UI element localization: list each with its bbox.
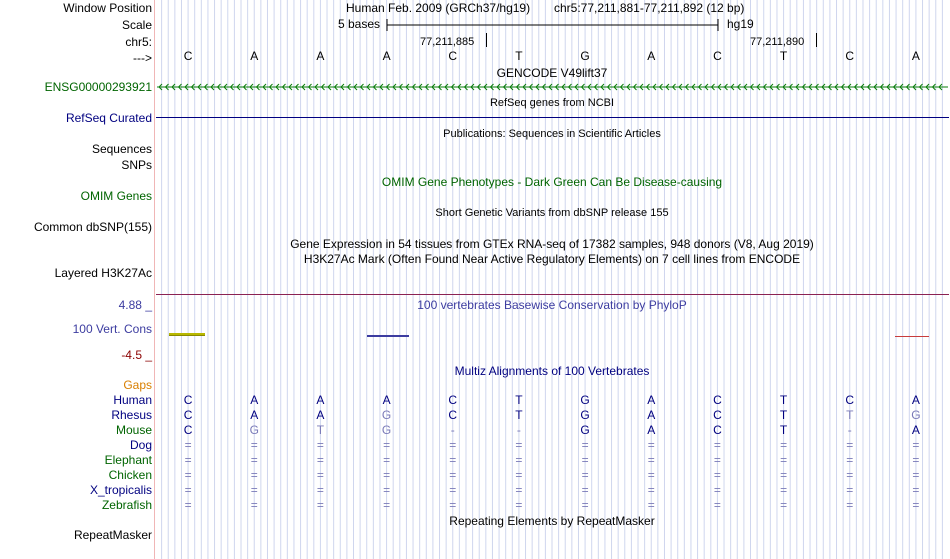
base-letter: G <box>580 49 590 63</box>
base-letter: C <box>845 49 855 63</box>
base-letter: A <box>250 49 259 63</box>
h3k27ac-title[interactable]: H3K27Ac Mark (Often Found Near Active Regulatory Elements) on 7 cell lines from ENCODE <box>303 252 801 266</box>
alignment-base: G <box>580 408 590 422</box>
alignment-base: = <box>581 453 589 467</box>
alignment-base: = <box>250 468 258 482</box>
alignment-base: = <box>316 483 324 497</box>
alignment-base: = <box>515 468 523 482</box>
alignment-base: = <box>912 468 920 482</box>
alignment-base: T <box>779 408 788 422</box>
publications-title[interactable]: Publications: Sequences in Scientific Articles <box>443 128 661 140</box>
alignment-base: G <box>911 408 921 422</box>
dbsnp-label[interactable]: Common dbSNP(155) <box>33 220 152 234</box>
species-label[interactable]: Zebrafish <box>101 498 152 512</box>
base-letter: T <box>515 49 523 63</box>
omim-title[interactable]: OMIM Gene Phenotypes - Dark Green Can Be Disease-causing <box>381 175 723 189</box>
alignment-base: A <box>911 393 920 407</box>
alignment-base: T <box>779 393 788 407</box>
repeatmasker-label[interactable]: RepeatMasker <box>73 528 152 542</box>
scale-label: Scale <box>121 18 152 32</box>
alignment-base: = <box>846 468 854 482</box>
coord-1: 77,211,885 <box>420 36 475 48</box>
alignment-base: = <box>581 438 589 452</box>
alignment-base: = <box>449 438 457 452</box>
alignment-base: = <box>515 438 523 452</box>
alignment-base: = <box>713 438 721 452</box>
alignment-base: = <box>780 453 788 467</box>
alignment-base: = <box>647 483 655 497</box>
alignment-base: = <box>780 498 788 512</box>
alignment-base: C <box>713 393 722 407</box>
base-letter: A <box>911 49 920 63</box>
alignment-base: = <box>581 483 589 497</box>
gencode-title[interactable]: GENCODE V49lift37 <box>496 66 608 80</box>
alignment-base: C <box>448 408 458 422</box>
alignment-base: A <box>316 408 325 422</box>
species-label[interactable]: Chicken <box>108 468 152 482</box>
alignment-base: = <box>647 498 655 512</box>
alignment-base: = <box>184 498 192 512</box>
base-letter: C <box>183 49 193 63</box>
alignment-base: G <box>580 423 590 437</box>
alignment-base: C <box>713 423 722 437</box>
species-label[interactable]: Elephant <box>104 453 152 467</box>
alignment-base: = <box>184 483 192 497</box>
alignment-base: = <box>184 468 192 482</box>
strand-arrow-label: ---> <box>133 51 152 65</box>
alignment-base: = <box>184 453 192 467</box>
alignment-base: = <box>647 453 655 467</box>
alignment-base: G <box>381 408 392 422</box>
alignment-base: = <box>912 438 920 452</box>
gaps-label[interactable]: Gaps <box>123 378 152 392</box>
alignment-base: T <box>515 393 523 407</box>
species-label[interactable]: Mouse <box>115 423 152 437</box>
assembly-name: Human Feb. 2009 (GRCh37/hg19) <box>346 1 531 15</box>
coord-2: 77,211,890 <box>750 36 805 48</box>
alignment-base: A <box>911 423 920 437</box>
refseq-label[interactable]: RefSeq Curated <box>65 111 152 125</box>
alignment-base: = <box>713 498 721 512</box>
alignment-base: = <box>383 498 391 512</box>
alignment-base: = <box>316 468 324 482</box>
window-position-label: Window Position <box>63 1 152 15</box>
alignment-base: = <box>713 468 721 482</box>
alignment-base: = <box>780 438 788 452</box>
alignment-base: = <box>383 483 391 497</box>
alignment-base: = <box>515 483 523 497</box>
alignment-base: = <box>912 498 920 512</box>
alignment-base: T <box>846 408 854 422</box>
alignment-base: A <box>316 393 325 407</box>
base-letter: A <box>316 49 325 63</box>
coord-2-tick <box>816 33 817 47</box>
species-label[interactable]: X_tropicalis <box>89 483 152 497</box>
alignment-base: = <box>846 438 854 452</box>
repeatmasker-title[interactable]: Repeating Elements by RepeatMasker <box>449 514 655 528</box>
alignment-base: = <box>647 468 655 482</box>
alignment-base: = <box>449 483 457 497</box>
multiz-title[interactable]: Multiz Alignments of 100 Vertebrates <box>454 364 650 378</box>
phylop-title[interactable]: 100 vertebrates Basewise Conservation by PhyloP <box>417 298 687 312</box>
alignment-base: = <box>250 438 258 452</box>
h3k27ac-label[interactable]: Layered H3K27Ac <box>54 266 152 280</box>
scale-text: 5 bases <box>338 17 381 31</box>
alignment-base: = <box>184 438 192 452</box>
alignment-base: = <box>713 453 721 467</box>
alignment-base: = <box>383 438 391 452</box>
gtex-title[interactable]: Gene Expression in 54 tissues from GTEx RNA-seq of 17382 samples, 948 donors (V8, Aug 2019) <box>290 237 814 251</box>
species-label[interactable]: Dog <box>129 438 152 452</box>
alignment-base: C <box>713 408 722 422</box>
alignment-base: = <box>846 453 854 467</box>
species-label[interactable]: Rhesus <box>111 408 152 422</box>
phylop-min-label: -4.5 _ <box>121 348 152 362</box>
alignment-base: G <box>381 423 392 437</box>
alignment-base: = <box>383 453 391 467</box>
alignment-base: C <box>183 393 193 407</box>
alignment-base: = <box>647 438 655 452</box>
alignment-base: G <box>249 423 259 437</box>
snps-label[interactable]: SNPs <box>121 158 152 172</box>
alignment-base: = <box>581 498 589 512</box>
phylop-signal <box>155 325 950 345</box>
alignment-base: T <box>316 423 325 437</box>
alignment-base: - <box>516 423 521 437</box>
alignment-base: = <box>383 468 391 482</box>
alignment-base: = <box>912 453 920 467</box>
alignment-base: A <box>647 393 656 407</box>
alignment-base: = <box>846 483 854 497</box>
position-readout: chr5:77,211,881-77,211,892 (12 bp) <box>554 1 745 15</box>
alignment-base: = <box>316 498 324 512</box>
alignment-base: A <box>647 408 656 422</box>
alignment-base: = <box>515 453 523 467</box>
alignment-base: = <box>912 483 920 497</box>
alignment-base: C <box>183 423 193 437</box>
alignment-base: = <box>250 483 258 497</box>
alignment-base: = <box>316 438 324 452</box>
alignment-base: = <box>250 498 258 512</box>
phylop-max-label: 4.88 _ <box>118 298 152 312</box>
alignment-base: = <box>581 468 589 482</box>
alignment-base: A <box>250 408 259 422</box>
alignment-base: = <box>846 498 854 512</box>
alignment-base: = <box>449 468 457 482</box>
phylop-label[interactable]: 100 Vert. Cons <box>72 322 152 336</box>
alignment-base: = <box>250 453 258 467</box>
alignment-base: = <box>780 483 788 497</box>
alignment-base: T <box>779 423 788 437</box>
chr-label: chr5: <box>125 35 152 49</box>
alignment-base: = <box>515 498 523 512</box>
alignment-base: = <box>449 498 457 512</box>
base-letter: A <box>382 49 391 63</box>
refseq-title[interactable]: RefSeq genes from NCBI <box>489 97 615 109</box>
base-letter: C <box>448 49 458 63</box>
alignment-base: A <box>250 393 259 407</box>
alignment-base: G <box>580 393 590 407</box>
species-label[interactable]: Human <box>113 393 152 407</box>
alignment-base: - <box>847 423 852 437</box>
scale-db: hg19 <box>727 17 754 31</box>
coord-1-tick <box>486 33 487 47</box>
alignment-base: - <box>450 423 455 437</box>
alignment-base: C <box>448 393 458 407</box>
omim-label[interactable]: OMIM Genes <box>80 189 152 203</box>
scale-bar <box>386 18 719 32</box>
alignment-base: = <box>449 453 457 467</box>
alignment-base: = <box>780 468 788 482</box>
gencode-gene-track[interactable] <box>155 80 950 94</box>
gencode-gene-label[interactable]: ENSG00000293921 <box>44 80 152 94</box>
alignment-base: = <box>713 483 721 497</box>
refseq-gene-line[interactable] <box>156 117 949 118</box>
sequences-label[interactable]: Sequences <box>91 142 152 156</box>
alignment-base: A <box>382 393 391 407</box>
alignment-base: C <box>845 393 855 407</box>
h3k27ac-signal-line <box>156 294 949 295</box>
base-letter: T <box>779 49 788 63</box>
dbsnp-title[interactable]: Short Genetic Variants from dbSNP release 155 <box>435 207 669 219</box>
alignment-base: T <box>515 408 523 422</box>
alignment-base: A <box>647 423 656 437</box>
base-letter: C <box>713 49 722 63</box>
base-letter: A <box>647 49 656 63</box>
alignment-base: C <box>183 408 193 422</box>
alignment-base: = <box>316 453 324 467</box>
